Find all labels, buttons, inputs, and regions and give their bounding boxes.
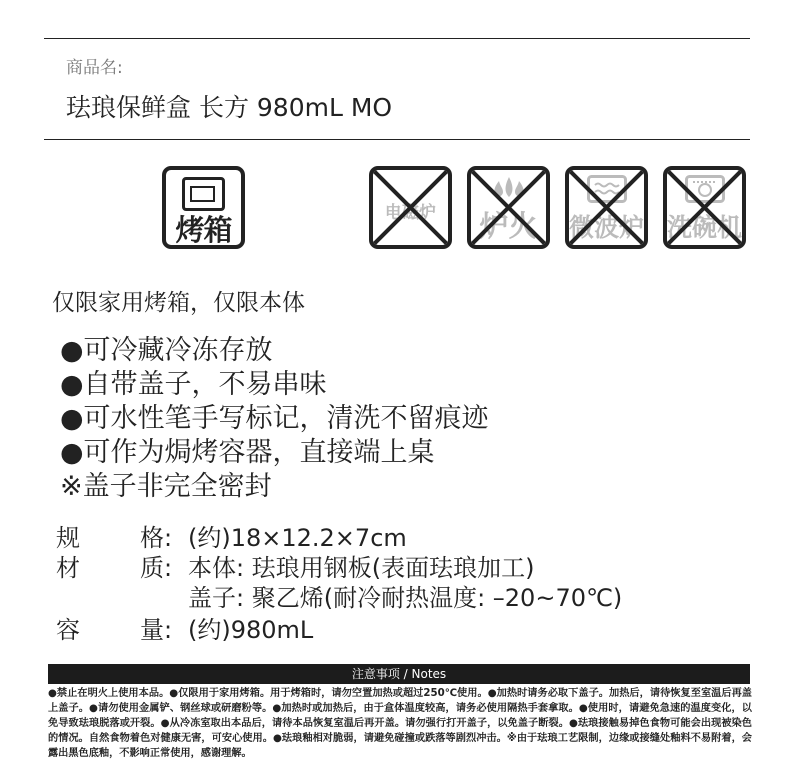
gas-flame-label: 炉火	[479, 209, 538, 243]
oven-label: 烤箱	[175, 213, 232, 247]
oven-body	[182, 177, 225, 211]
middle-divider	[44, 139, 750, 140]
usage-heading: 仅限家用烤箱，仅限本体	[52, 290, 305, 316]
gas-flame-icon	[467, 166, 550, 249]
spec-material-key: 材	[56, 554, 80, 582]
notes-body: ●禁止在明火上使用本品。●仅限用于家用烤箱。用于烤箱时，请勿空置加热或超过250℃使用。●加热时请务必取下盖子。加热后，请待恢复至室温后再盖上盖子。●请勿使用金属铲、钢丝球或研磨粉等。●加热时或加热后，由于盒体温度较高，请务必使用隔热手套拿取。●使用时，请避免急速的温度变化，以免导致珐琅脱落或开裂。●从冷冻室取出本品后，请待本品恢复室温后再开盖。请勿强行打开盖子，以免盖子断裂。●珐琅接触易掉色食物可能会出现被染色的情况。自然食物着色对健康无害，可安心使用。●珐琅釉相对脆弱，请避免碰撞或跌落等剧烈冲击。※由于珐琅工艺限制，边缘或接缝处釉料不易附着，会露出黑色底釉，不影响正常使用，感谢理解。	[48, 688, 752, 759]
feature-item: ●可作为焗烤容器，直接端上桌	[60, 437, 435, 468]
prohibited-cross-icon	[565, 166, 648, 249]
dishwasher-label: 洗碗机	[667, 213, 743, 242]
spec-capacity-key: 容	[56, 616, 80, 644]
lid-not-sealed-note: ※盖子非完全密封	[60, 471, 272, 502]
spec-material-value: 本体: 珐琅用钢板(表面珐琅加工)	[188, 554, 535, 582]
oven-icon	[162, 166, 245, 249]
product-name-label: 商品名:	[66, 58, 123, 78]
product-name: 珐琅保鲜盒 长方 980mL MO	[66, 93, 393, 122]
spec-size-value: (约)18×12.2×7cm	[188, 524, 407, 552]
prohibited-cross-icon	[467, 166, 550, 249]
spec-size-key-suffix: 格:	[140, 524, 173, 552]
microwave-icon	[565, 166, 648, 249]
spec-capacity-value: (约)980mL	[188, 616, 314, 644]
microwave-label: 微波炉	[569, 213, 645, 242]
feature-item: ●自带盖子，不易串味	[60, 369, 327, 400]
spec-material-key-suffix: 质:	[140, 554, 173, 582]
prohibited-cross-icon	[663, 166, 746, 249]
induction-cooker-icon	[369, 166, 452, 249]
dishwasher-icon	[663, 166, 746, 249]
induction-label: 电磁炉	[385, 203, 436, 223]
top-divider	[44, 38, 750, 39]
feature-item: ●可冷藏冷冻存放	[60, 335, 273, 366]
spec-size-key: 规	[56, 524, 80, 552]
feature-item: ●可水性笔手写标记，清洗不留痕迹	[60, 403, 489, 434]
oven-window	[190, 186, 215, 202]
prohibited-cross-icon	[369, 166, 452, 249]
notes-title-bar: 注意事项 / Notes	[48, 664, 750, 684]
spec-capacity-key-suffix: 量:	[140, 616, 173, 644]
spec-lid-material-value: 盖子: 聚乙烯(耐冷耐热温度: –20~70℃)	[188, 584, 623, 612]
